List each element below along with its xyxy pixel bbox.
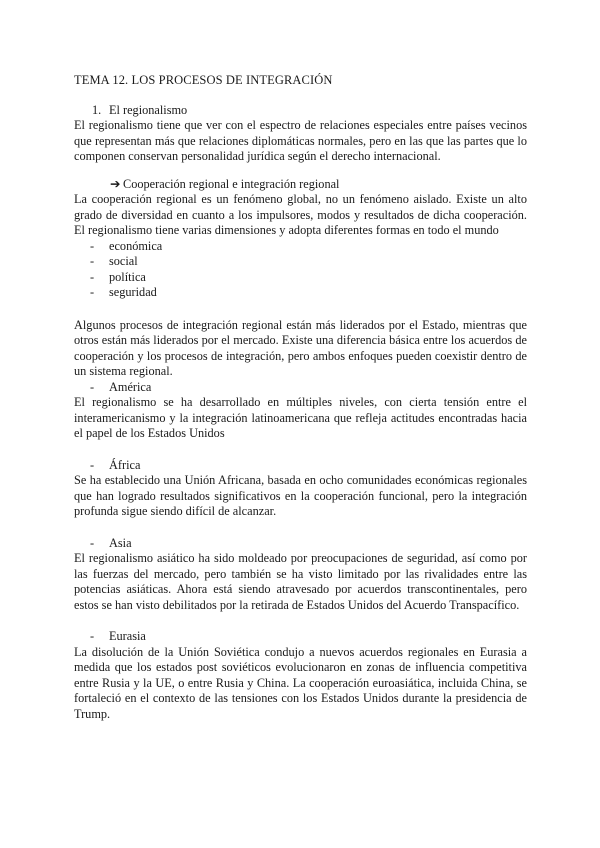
- subsection-heading: [74, 177, 527, 193]
- dash-marker: -: [90, 269, 95, 284]
- region-paragraph-america: El regionalismo se ha desarrollado en múltiples niveles, con cierta tensión entre el interamericanismo y la integración latinoamericana que refleja actitudes encontradas hacia el papel de los Estados Unidos: [74, 395, 527, 440]
- dash-marker: -: [90, 629, 95, 643]
- region-heading-eurasia: [74, 629, 527, 645]
- region-name: América: [109, 379, 152, 394]
- section-number: 1.: [92, 102, 102, 117]
- region-paragraph-africa: Se ha establecido una Unión Africana, basada en ocho comunidades económicas regionales que han logrado resultados significativos en la cooperación funcional, pero la integración profunda sigue siendo difícil de alcanzar.: [74, 473, 527, 518]
- subsection-paragraph: La cooperación regional es un fenómeno global, no un fenómeno aislado. Existe un alto grado de diversidad en cuanto a los impulsores, modos y resultados de dicha cooperación. El regionalismo tiene varias dimensiones y adopta diferentes formas en todo el mundo: [74, 192, 527, 237]
- section-heading-regionalismo: [74, 103, 527, 119]
- region-name: Asia: [109, 535, 132, 550]
- arrow-icon: ➔: [110, 176, 121, 191]
- region-name: Eurasia: [109, 629, 146, 643]
- list-item: [90, 285, 527, 301]
- dash-marker: -: [90, 285, 95, 299]
- region-heading-america: [74, 380, 527, 396]
- subsection-heading-text: Cooperación regional e integración regional: [123, 176, 340, 191]
- list-item-text: social: [109, 254, 138, 268]
- document-page: [74, 73, 527, 722]
- list-item-text: seguridad: [109, 285, 157, 299]
- integration-paragraph: Algunos procesos de integración regional están más liderados por el Estado, mientras que otros están más liderados por el mercado. Existe una diferencia básica entre los acuerdos de cooperación y los procesos de integración, pero ambos enfoques pueden coexistir dentro de un sistema regional.: [74, 317, 527, 378]
- list-item-text: política: [109, 269, 146, 284]
- document-title: TEMA 12. LOS PROCESOS DE INTEGRACIÓN: [74, 73, 333, 87]
- dash-marker: -: [90, 379, 95, 394]
- section-paragraph: El regionalismo tiene que ver con el espectro de relaciones especiales entre países vecinos que representan más que relaciones diplomáticas normales, pero en las que las partes que lo componen conservan personalidad jurídica según el derecho internacional.: [74, 118, 527, 163]
- list-item-text: económica: [109, 238, 163, 253]
- dash-marker: -: [90, 254, 95, 268]
- list-item: [90, 270, 527, 286]
- dimensions-list: [74, 239, 527, 301]
- region-heading-asia: [74, 536, 527, 552]
- region-paragraph-asia: El regionalismo asiático ha sido moldeado por preocupaciones de seguridad, así como por las fuerzas del mercado, pero también se ha visto limitado por las rivalidades entre las potencias asiáticas. Ahora está siendo atravesado por acuerdos transcontinentales, pero estos se han visto debilitados por la retirada de Estados Unidos del Acuerdo Transpacífico.: [74, 551, 527, 612]
- region-paragraph-eurasia: La disolución de la Unión Soviética condujo a nuevos acuerdos regionales en Eurasia a medida que los estados post soviéticos evolucionaron en zonas de influencia competitiva entre Rusia y la UE, o entre Rusia y China. La cooperación euroasiática, incluida China, se fortaleció en el contexto de las tensiones con los Estados Unidos durante la presidencia de Trump.: [74, 644, 527, 721]
- dash-marker: -: [90, 238, 95, 253]
- dash-marker: -: [90, 457, 95, 472]
- region-heading-africa: [74, 458, 527, 474]
- dash-marker: -: [90, 535, 95, 550]
- region-name: África: [109, 457, 141, 472]
- list-item: [90, 239, 527, 255]
- section-heading-text: El regionalismo: [109, 102, 188, 117]
- list-item: [90, 254, 527, 270]
